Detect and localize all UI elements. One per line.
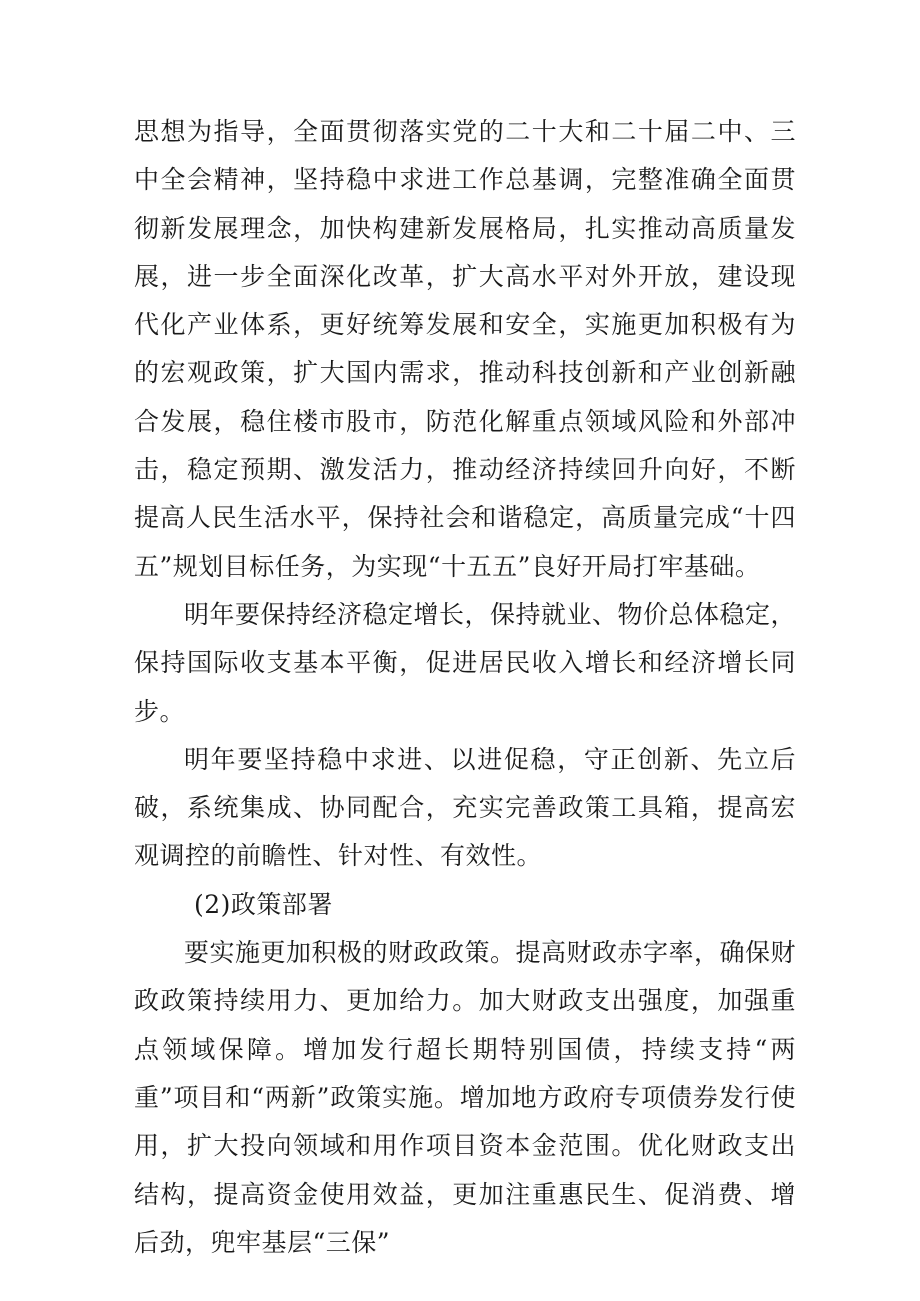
paragraph-guiding-thought: 思想为指导，全面贯彻落实党的二十大和二十届二中、三中全会精神，坚持稳中求进工作总基调，完整准确全面贯彻新发展理念，加快构建新发展格局，扎实推动高质量发展，进一步全面深化改革，扩大高水平对外开放，建设现代化产业体系，更好统筹发展和安全，实施更加积极有为的宏观政策，扩大国内需求，推动科技创新和产业创新融合发展，稳住楼市股市，防范化解重点领域风险和外部冲击，稳定预期、激发活力，推动经济持续回升向好，不断提高人民生活水平，保持社会和谐稳定，高质量完成“十四五”规划目标任务，为实现“十五五”良好开局打牢基础。 [134, 117, 796, 581]
document-body [134, 108, 796, 1267]
paragraph-fiscal-policy: 要实施更加积极的财政政策。提高财政赤字率，确保财政政策持续用力、更加给力。加大财政支出强度，加强重点领域保障。增加发行超长期特别国债，持续支持“两重”项目和“两新”政策实施。增加地方政府专项债券发行使用，扩大投向领域和用作项目资本金范围。优化财政支出结构，提高资金使用效益，更加注重惠民生、促消费、增后劲，兜牢基层“三保” [134, 938, 797, 1257]
paragraph-macro-principles: 明年要坚持稳中求进、以进促稳，守正创新、先立后破，系统集成、协同配合，充实完善政策工具箱，提高宏观调控的前瞻性、针对性、有效性。 [134, 744, 796, 871]
paragraph-growth-targets: 明年要保持经济稳定增长，保持就业、物价总体稳定，保持国际收支基本平衡，促进居民收入增长和经济增长同步。 [134, 599, 797, 726]
section-heading-policy-deployment: (2)政策部署 [194, 889, 333, 919]
